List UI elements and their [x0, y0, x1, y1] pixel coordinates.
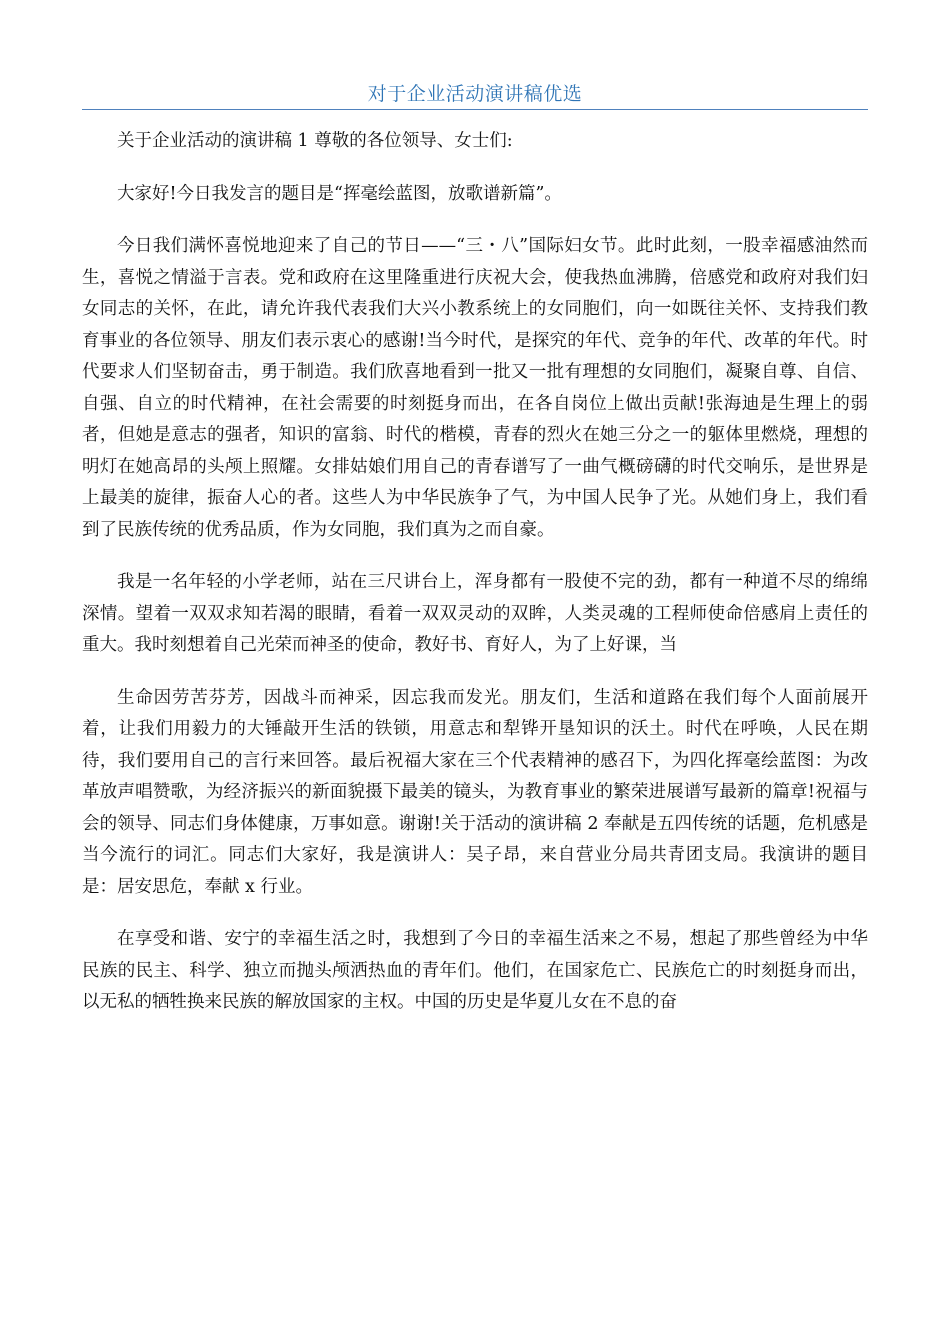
paragraph-teacher: 我是一名年轻的小学老师，站在三尺讲台上，浑身都有一股使不完的劲，都有一种道不尽的绵绵深情。望着一双双求知若渴的眼睛，看着一双双灵动的双眸，人类灵魂的工程师使命倍感肩上责任的重大。我时刻想着自己光荣而神圣的使命，教好书、育好人，为了上好课，当: [82, 572, 868, 655]
document-title: 对于企业活动演讲稿优选: [367, 83, 583, 105]
paragraph-greeting: 大家好!今日我发言的题目是“挥毫绘蓝图，放歌谱新篇”。: [117, 183, 562, 204]
paragraph-womens-day: 今日我们满怀喜悦地迎来了自己的节日——“三・八”国际妇女节。此时此刻，一股幸福感油然而生，喜悦之情溢于言表。党和政府在这里隆重进行庆祝大会，使我热血沸腾，倍感党和政府对我们妇女同志的关怀，在此，请允许我代表我们大兴小教系统上的女同胞们，向一如既往关怀、支持我们教育事业的各位领导、朋友们表示衷心的感谢!当今时代，是探究的年代、竞争的年代、改革的年代。时代要求人们坚韧奋击，勇于制造。我们欣喜地看到一批又一批有理想的女同胞们，凝聚自尊、自信、自强、自立的时代精神，在社会需要的时刻挺身而出，在各自岗位上做出贡献!张海迪是生理上的弱者，但她是意志的强者，知识的富翁、时代的楷模，青春的烈火在她三分之一的躯体里燃烧，理想的明灯在她高昂的头颅上照耀。女排姑娘们用自己的青春谱写了一曲气概磅礴的时代交响乐，是世界是上最美的旋律，振奋人心的者。这些人为中华民族争了气，为中国人民争了光。从她们身上，我们看到了民族传统的优秀品质，作为女同胞，我们真为之而自豪。: [82, 236, 868, 540]
paragraph-youth-history: 在享受和谐、安宁的幸福生活之时，我想到了今日的幸福生活来之不易，想起了那些曾经为中华民族的民主、科学、独立而抛头颅洒热血的青年们。他们，在国家危亡、民族危亡的时刻挺身而出，以无私的牺牲换来民族的解放国家的主权。中国的历史是华夏儿女在不息的奋: [82, 929, 868, 1012]
title-underline: [82, 109, 868, 110]
paragraph-salutation: 关于企业活动的演讲稿 1 尊敬的各位领导、女士们:: [117, 131, 513, 151]
document-body: [82, 126, 868, 1019]
paragraph-life-and-speech-2: 生命因劳苦芬芳，因战斗而神采，因忘我而发光。朋友们，生活和道路在我们每个人面前展开着，让我们用毅力的大锤敲开生活的铁锁，用意志和犁铧开垦知识的沃土。时代在呼唤，人民在期待，我们要用自己的言行来回答。最后祝福大家在三个代表精神的感召下，为四化挥毫绘蓝图：为改革放声唱赞歌，为经济振兴的新面貌摄下最美的镜头，为教育事业的繁荣进展谱写最新的篇章!祝福与会的领导、同志们身体健康，万事如意。谢谢!关于活动的演讲稿 2 奉献是五四传统的话题，危机感是当今流行的词汇。同志们大家好，我是演讲人：吴子昂，来自营业分局共青团支局。我演讲的题目是：居安思危，奉献 x 行业。: [82, 687, 868, 897]
